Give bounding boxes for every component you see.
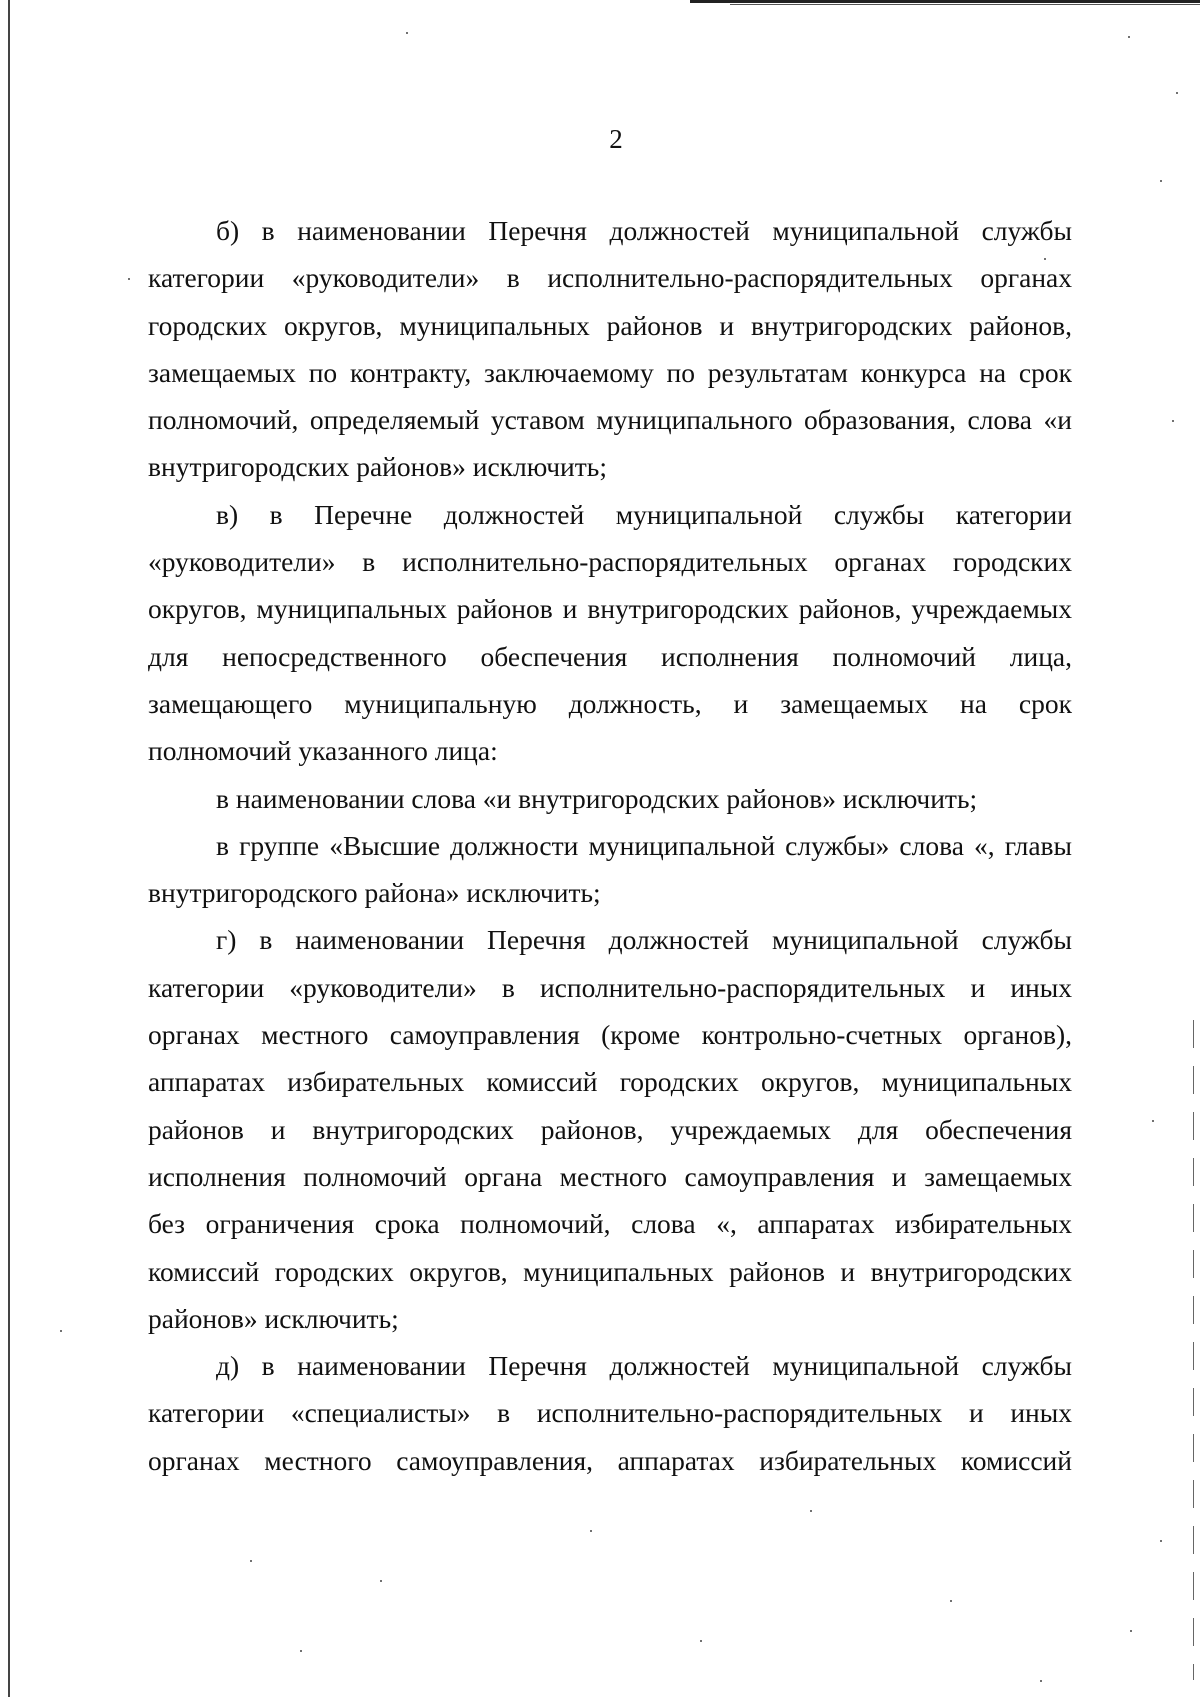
text-line: округов, муниципальных районов и внутригородских районов, учреждаемых xyxy=(148,593,1072,625)
text-line: органах местного самоуправления, аппаратах избирательных комиссий xyxy=(148,1444,1072,1476)
scan-speck xyxy=(1152,1120,1154,1122)
text-line: без ограничения срока полномочий, слова «, аппаратах избирательных xyxy=(148,1208,1072,1240)
scan-speck xyxy=(380,1580,382,1582)
text-line: замещаемых по контракту, заключаемому по результатам конкурса на срок xyxy=(148,356,1072,388)
text-line: районов и внутригородских районов, учреждаемых для обеспечения xyxy=(148,1113,1072,1145)
scan-edge-top xyxy=(690,0,1200,3)
text-line: исполнения полномочий органа местного самоуправления и замещаемых xyxy=(148,1160,1072,1192)
scan-speck xyxy=(1130,1630,1132,1632)
text-line: г) в наименовании Перечня должностей муниципальной службы xyxy=(216,924,1072,956)
text-line: комиссий городских округов, муниципальных районов и внутригородских xyxy=(148,1255,1072,1287)
scan-speck xyxy=(300,1650,302,1652)
text-line: категории «руководители» в исполнительно-распорядительных и иных xyxy=(148,971,1072,1003)
scan-speck xyxy=(810,1510,812,1512)
text-line: аппаратах избирательных комиссий городских округов, муниципальных xyxy=(148,1066,1072,1098)
page-number: 2 xyxy=(609,124,623,154)
scan-speck xyxy=(1172,420,1174,422)
text-line: районов» исключить; xyxy=(148,1302,399,1334)
scan-speck xyxy=(1160,180,1162,182)
scan-speck xyxy=(1160,1540,1162,1542)
text-line: замещающего муниципальную должность, и замещаемых на срок xyxy=(148,687,1072,719)
document-body xyxy=(148,207,1072,1484)
text-line: б) в наименовании Перечня должностей муниципальной службы xyxy=(216,215,1072,246)
text-line: городских округов, муниципальных районов и внутригородских районов, xyxy=(148,309,1072,341)
scan-speck xyxy=(1040,1680,1042,1682)
text-line: д) в наименовании Перечня должностей муниципальной службы xyxy=(216,1350,1072,1382)
scan-speck xyxy=(590,1530,592,1532)
scan-speck xyxy=(250,1560,252,1562)
scan-speck xyxy=(1128,36,1130,38)
scan-edge-top-secondary xyxy=(730,4,1200,5)
text-line: категории «специалисты» в исполнительно-распорядительных и иных xyxy=(148,1397,1072,1429)
text-line: в) в Перечне должностей муниципальной службы категории xyxy=(216,498,1072,530)
text-line: органах местного самоуправления (кроме контрольно-счетных органов), xyxy=(148,1019,1072,1051)
scan-speck xyxy=(60,1330,62,1332)
scan-edge-left xyxy=(8,0,10,1697)
scan-speck xyxy=(1176,92,1178,94)
text-line: категории «руководители» в исполнительно-распорядительных органах xyxy=(148,262,1072,294)
text-line: полномочий, определяемый уставом муниципального образования, слова «и xyxy=(148,404,1072,436)
scan-speck xyxy=(128,278,130,280)
text-line: полномочий указанного лица: xyxy=(148,735,498,767)
text-line: для непосредственного обеспечения исполнения полномочий лица, xyxy=(148,640,1072,672)
scan-speck xyxy=(1044,258,1046,260)
scan-speck xyxy=(700,1640,702,1642)
scan-speck xyxy=(950,1600,952,1602)
scan-speck xyxy=(406,32,408,34)
text-line: в группе «Высшие должности муниципальной службы» слова «, главы xyxy=(216,829,1072,861)
text-line: в наименовании слова «и внутригородских районов» исключить; xyxy=(216,782,978,814)
text-line: внутригородского района» исключить; xyxy=(148,877,601,909)
text-line: внутригородских районов» исключить; xyxy=(148,451,607,483)
text-line: «руководители» в исполнительно-распорядительных органах городских xyxy=(148,546,1072,578)
scan-edge-right xyxy=(1193,1020,1194,1680)
